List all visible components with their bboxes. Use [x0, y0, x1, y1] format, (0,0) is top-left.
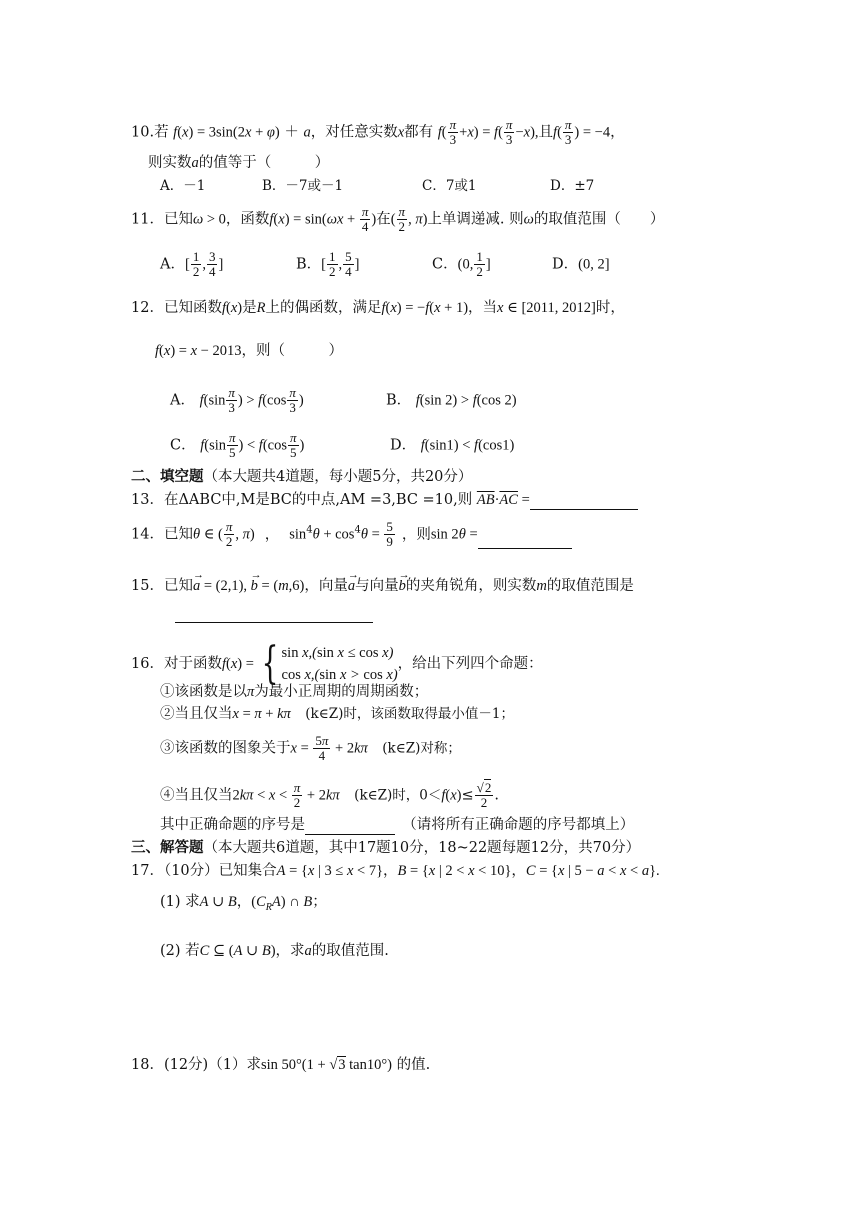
- option-a: A．[ $\frac{1}{2}$ , $\frac{3}{4}$ ]: [160, 249, 224, 279]
- q10-options: [160, 176, 594, 196]
- q12-options-cd: [170, 431, 514, 460]
- q10-line2: 则实数a的值等于（ ）: [148, 155, 330, 171]
- q16-end: 其中正确命题的序号是 （请将所有正确命题的序号都填上）: [160, 817, 635, 833]
- answer-blank[interactable]: [175, 603, 373, 623]
- option-a: A． f(sin $\frac{\pi}{3}$ ) > f(cos $\frac{\pi}{3}$ ): [170, 385, 304, 415]
- q17-part-2: (2) 若C ⊆ (A ∪ B)，求a的取值范围.: [160, 943, 389, 959]
- q16-line1: 16．对于函数f(x) = { sin x,(sin x ≤ cos x) cos x,(sin x > cos x)，给出下列四个命题：: [131, 638, 543, 689]
- fraction: $\frac{\pi}{3}$: [449, 117, 457, 147]
- section-2-heading: 二、填空题（本大题共4道题，每小题5分，共20分）: [131, 468, 473, 485]
- answer-blank[interactable]: [530, 509, 638, 510]
- answer-blank[interactable]: [305, 816, 395, 835]
- q16-proposition-3: ③该函数的图象关于x = $\frac{5\pi}{4}$ + 2kπ (k∈Z)对称；: [160, 733, 461, 763]
- option-b: B． f(sin 2) > f(cos 2): [386, 392, 517, 409]
- q15: 15．已知→ a = (2,1), → b = (m,6)，向量→ a与向量→ b的夹角锐角，则实数m的取值范围是: [131, 576, 634, 596]
- q11-line1: 11．已知ω > 0，函数f(x) = sin(ωx + $\frac{\pi}{4}$ )在( $\frac{\pi}{2}$ , π)上单调递减. 则ω的取值范围（ ）: [131, 204, 665, 234]
- q16-proposition-2: ②当且仅当x = π + kπ (k∈Z)时，该函数取得最小值－1；: [160, 706, 514, 722]
- answer-blank[interactable]: [478, 548, 572, 549]
- q14: 14．已知θ ∈ ( $\frac{\pi}{2}$ , π) ， $\sin^4\theta + \cos^4\theta$ = $\frac{5}{9}$ ，则sin 2θ =: [131, 520, 572, 549]
- q13: 13．在ΔABC中,M是BC的中点,AM =3,BC =10,则 $\overline{AB}\cdot\overline{AC}$ =: [131, 490, 638, 510]
- option-c: C．7或1: [422, 178, 477, 194]
- q12-line1: 12．已知函数f(x)是R上的偶函数，满足f(x) = −f(x + 1)，当x ∈ [2011, 2012]时，: [131, 300, 625, 316]
- q11-options: [160, 250, 610, 279]
- option-d: D．±7: [550, 178, 595, 194]
- q16-proposition-1: ①该函数是以π为最小正周期的周期函数；: [160, 684, 429, 700]
- q12-line2: f(x) = x − 2013，则（ ）: [155, 343, 343, 359]
- q12-options-ab: [170, 386, 517, 415]
- option-d: D．(0, 2]: [552, 256, 610, 273]
- option-a: A．－1: [160, 178, 206, 194]
- option-c: C． f(sin $\frac{\pi}{5}$ ) < f(cos $\frac{\pi}{5}$ ): [170, 430, 305, 460]
- q17-part-1: (1) 求A ∪ B，$(C_RA)$ ∩ B；: [160, 894, 327, 913]
- q10-line1: 10.若 f(x) = 3sin(2x + φ) ＋ a，对任意实数x都有 f( $\frac{\pi}{3}$ +x) = f( $\frac{\pi}{3}$ −x),且f( $\frac{\pi}{3}$ ) = −4，: [131, 117, 625, 147]
- q10-number: 10.: [131, 124, 155, 141]
- q18: 18．(12分)（1）求sin 50°(1 + √3 tan10°) 的值.: [131, 1057, 431, 1073]
- q16-proposition-4: ④当且仅当2kπ < x < $\frac{\pi}{2}$ + 2kπ (k∈Z)时，0＜f(x)≤ $\frac{√2}{2}$ .: [160, 780, 499, 810]
- option-c: C．(0, $\frac{1}{2}$ ]: [432, 249, 491, 279]
- section-3-heading: 三、解答题（本大题共6道题，其中17题10分，18~22题每题12分，共70分）: [131, 839, 641, 856]
- option-b: B．[ $\frac{1}{2}$ , $\frac{5}{4}$ ]: [296, 249, 360, 279]
- q17-line1: 17．（10分）已知集合A = {x | 3 ≤ x < 7}，B = {x | 2 < x < 10}，C = {x | 5 − a < x < a}.: [131, 863, 660, 879]
- option-b: B．－7或－1: [262, 178, 344, 194]
- option-d: D． f(sin1) < f(cos1): [390, 437, 515, 454]
